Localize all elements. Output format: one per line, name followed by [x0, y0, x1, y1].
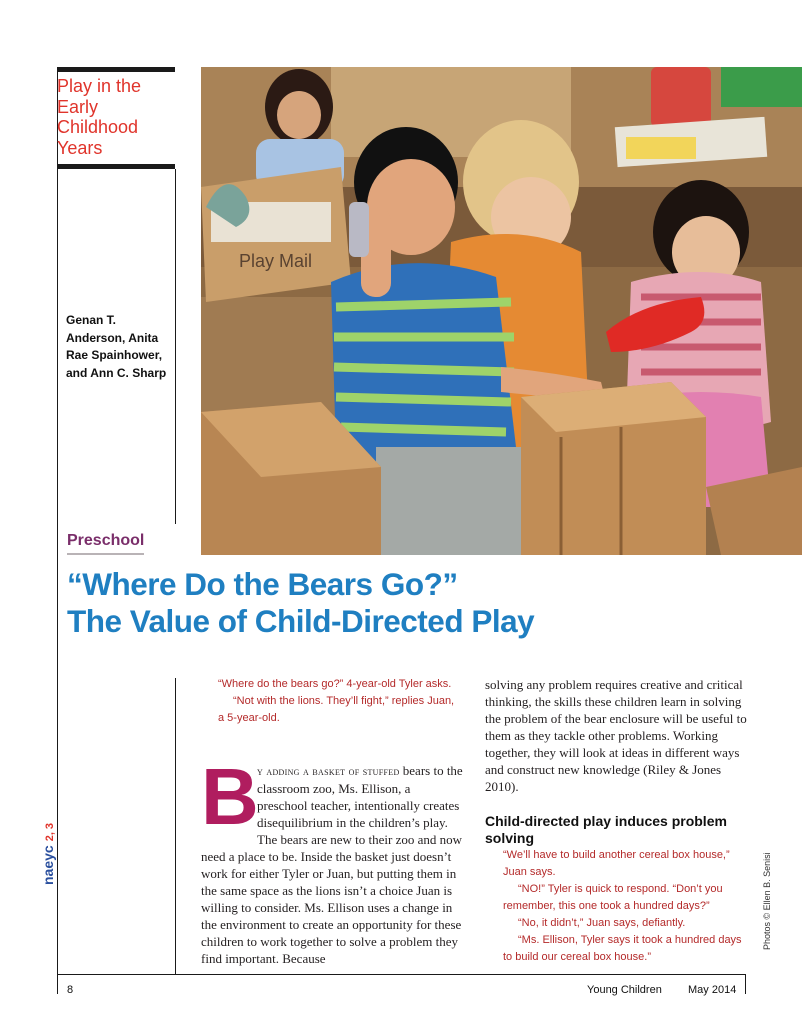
series-top-rule — [57, 67, 175, 72]
age-range: 2, 3 — [44, 822, 56, 842]
classroom-photo — [201, 67, 802, 555]
series-title: Play in the Early Childhood Years — [57, 76, 142, 158]
headline-line-1: “Where Do the Bears Go?” — [67, 566, 458, 602]
naeyc-logo: naeyc — [40, 845, 56, 885]
dialogue-quote-4: “Ms. Ellison, Tyler says it took a hundred days to build our cereal box house.” — [503, 934, 742, 963]
text-column-left — [201, 676, 463, 967]
series-bottom-rule — [57, 164, 175, 169]
intro-quote-1: “Where do the bears go?” 4-year-old Tyler asks. — [218, 678, 452, 690]
section-label: Preschool — [67, 532, 144, 555]
body-paragraph-1-text: bears to the classroom zoo, Ms. Ellison, a preschool teacher, intentionally creates disequilibrium in the children’s play. The bears are new to their zoo and now need a place to be. Inside the basket just doesn’t work for either Tyler or Juan, but putting them in the same space as the lions isn’t a choice Juan is willing to consider. Ms. Ellison uses a change in the environment to create an opportunity for these children to work together to solve a problem they find important. Because — [201, 763, 463, 966]
section-subhead: Child-directed play induces problem solving — [485, 813, 727, 846]
body-paragraph-1 — [201, 752, 463, 967]
drop-cap: B — [201, 752, 259, 841]
intro-quote-2: “Not with the lions. They’ll fight,” replies Juan, a 5-year-old. — [218, 695, 455, 724]
footer-rule — [57, 974, 746, 975]
body-paragraph-2: solving any problem requires creative and critical thinking, the skills these children learn in solving the problem of the bear enclosure will be useful to them as they tackle other problems. Working together, they will look at ideas in different ways and construct new knowledge (Riley & Jones 2010). — [485, 677, 747, 794]
photo-credit: Photos © Ellen B. Senisi — [762, 852, 772, 950]
journal-name: Young Children — [587, 984, 662, 996]
article-headline — [67, 566, 767, 640]
naeyc-age-badge — [40, 823, 56, 885]
lead-in-smallcaps: y adding a basket of stuffed — [257, 764, 400, 778]
left-margin-rule — [57, 67, 58, 994]
play-mail-sign: Play Mail — [239, 251, 313, 271]
column-rule-lower — [175, 678, 176, 974]
headline-line-2: The Value of Child-Directed Play — [67, 603, 535, 639]
dialogue-quote-2: “NO!” Tyler is quick to respond. “Don’t you remember, this one took a hundred days?” — [503, 883, 723, 912]
text-column-right — [485, 676, 747, 966]
author-byline: Genan T. Anderson, Anita Rae Spainhower, and Ann C. Sharp — [66, 313, 167, 380]
dialogue-quote-1: “We’ll have to build another cereal box house,” Juan says. — [503, 849, 730, 878]
dialogue-quote-3: “No, it didn’t,” Juan says, defiantly. — [518, 917, 686, 929]
page-number: 8 — [67, 984, 74, 996]
issue-date: May 2014 — [688, 984, 737, 996]
footer-tick — [745, 974, 746, 994]
